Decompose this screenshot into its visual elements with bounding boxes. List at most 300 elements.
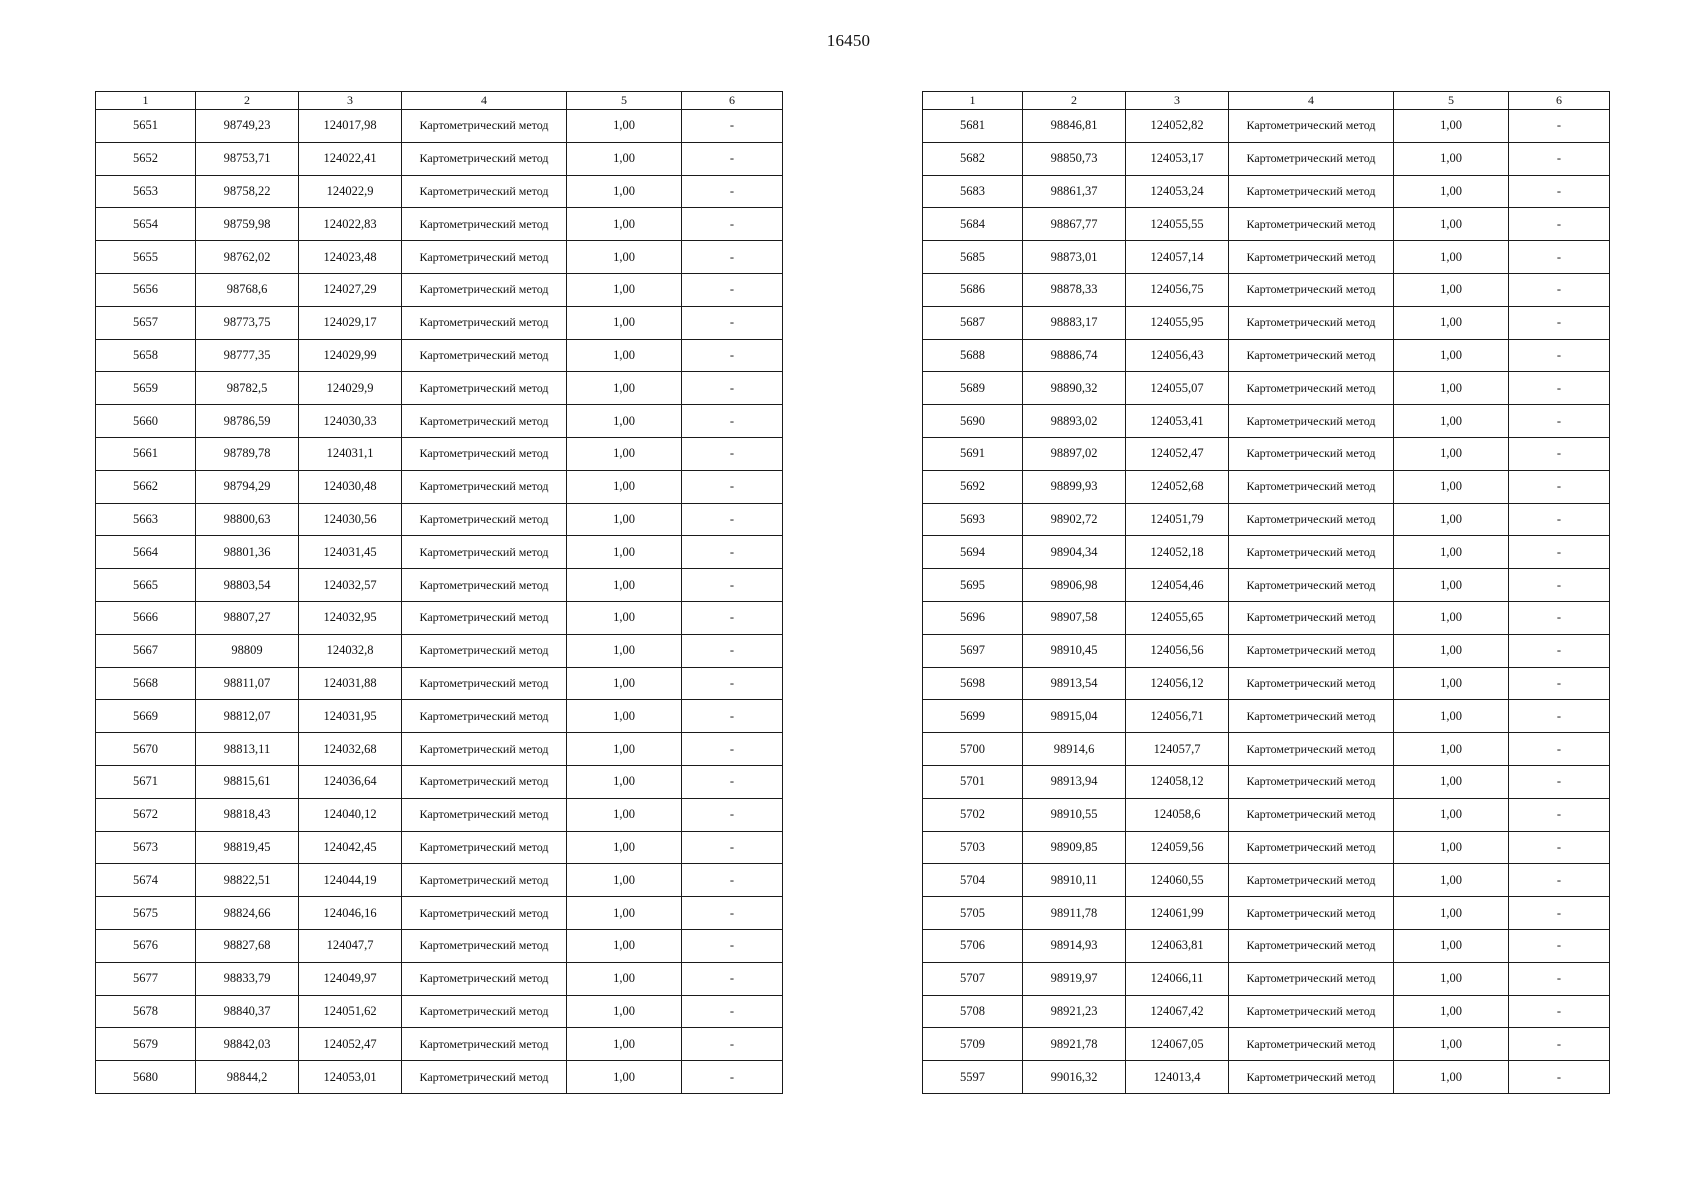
x-coordinate-cell: 98906,98	[1023, 569, 1126, 602]
method-cell: Картометрический метод	[402, 273, 567, 306]
accuracy-cell: 1,00	[1394, 503, 1509, 536]
x-coordinate-cell: 98758,22	[196, 175, 299, 208]
table-row	[923, 831, 1610, 864]
x-coordinate-cell: 98921,78	[1023, 1028, 1126, 1061]
point-number-cell: 5681	[923, 110, 1023, 143]
method-cell: Картометрический метод	[402, 110, 567, 143]
x-coordinate-cell: 98911,78	[1023, 897, 1126, 930]
point-number-cell: 5659	[96, 372, 196, 405]
point-number-cell: 5704	[923, 864, 1023, 897]
x-coordinate-cell: 99016,32	[1023, 1061, 1126, 1094]
point-number-cell: 5669	[96, 700, 196, 733]
accuracy-cell: 1,00	[567, 765, 682, 798]
table-row	[923, 306, 1610, 339]
table-row	[96, 798, 783, 831]
x-coordinate-cell: 98904,34	[1023, 536, 1126, 569]
table-row	[96, 536, 783, 569]
description-cell: -	[682, 798, 783, 831]
y-coordinate-cell: 124067,42	[1126, 995, 1229, 1028]
y-coordinate-cell: 124032,68	[299, 733, 402, 766]
point-number-cell: 5651	[96, 110, 196, 143]
y-coordinate-cell: 124032,57	[299, 569, 402, 602]
point-number-cell: 5691	[923, 437, 1023, 470]
point-number-cell: 5661	[96, 437, 196, 470]
description-cell: -	[682, 929, 783, 962]
y-coordinate-cell: 124029,17	[299, 306, 402, 339]
point-number-cell: 5655	[96, 241, 196, 274]
accuracy-cell: 1,00	[567, 929, 682, 962]
method-cell: Картометрический метод	[402, 962, 567, 995]
table-header	[96, 92, 783, 110]
x-coordinate-cell: 98899,93	[1023, 470, 1126, 503]
accuracy-cell: 1,00	[1394, 929, 1509, 962]
method-cell: Картометрический метод	[1229, 110, 1394, 143]
y-coordinate-cell: 124051,79	[1126, 503, 1229, 536]
description-cell: -	[682, 1028, 783, 1061]
description-cell: -	[682, 700, 783, 733]
x-coordinate-cell: 98762,02	[196, 241, 299, 274]
description-cell: -	[1509, 962, 1610, 995]
accuracy-cell: 1,00	[1394, 765, 1509, 798]
table-row	[96, 700, 783, 733]
method-cell: Картометрический метод	[402, 929, 567, 962]
description-cell: -	[682, 765, 783, 798]
point-number-cell: 5673	[96, 831, 196, 864]
table-row	[96, 503, 783, 536]
method-cell: Картометрический метод	[1229, 569, 1394, 602]
description-cell: -	[682, 339, 783, 372]
y-coordinate-cell: 124022,9	[299, 175, 402, 208]
method-cell: Картометрический метод	[402, 798, 567, 831]
table-row	[923, 962, 1610, 995]
table-row	[923, 733, 1610, 766]
table-row	[923, 175, 1610, 208]
accuracy-cell: 1,00	[567, 405, 682, 438]
description-cell: -	[1509, 241, 1610, 274]
y-coordinate-cell: 124055,55	[1126, 208, 1229, 241]
method-cell: Картометрический метод	[1229, 897, 1394, 930]
method-cell: Картометрический метод	[1229, 831, 1394, 864]
description-cell: -	[1509, 831, 1610, 864]
accuracy-cell: 1,00	[1394, 569, 1509, 602]
description-cell: -	[682, 962, 783, 995]
method-cell: Картометрический метод	[1229, 995, 1394, 1028]
accuracy-cell: 1,00	[567, 241, 682, 274]
method-cell: Картометрический метод	[1229, 306, 1394, 339]
y-coordinate-cell: 124051,62	[299, 995, 402, 1028]
table-row	[96, 372, 783, 405]
accuracy-cell: 1,00	[567, 142, 682, 175]
y-coordinate-cell: 124047,7	[299, 929, 402, 962]
method-cell: Картометрический метод	[402, 601, 567, 634]
y-coordinate-cell: 124056,56	[1126, 634, 1229, 667]
table-row	[96, 1061, 783, 1094]
method-cell: Картометрический метод	[402, 536, 567, 569]
accuracy-cell: 1,00	[567, 273, 682, 306]
table-row	[96, 864, 783, 897]
accuracy-cell: 1,00	[1394, 372, 1509, 405]
accuracy-cell: 1,00	[567, 437, 682, 470]
description-cell: -	[682, 470, 783, 503]
y-coordinate-cell: 124053,01	[299, 1061, 402, 1094]
x-coordinate-cell: 98822,51	[196, 864, 299, 897]
table-row	[96, 470, 783, 503]
method-cell: Картометрический метод	[402, 470, 567, 503]
y-coordinate-cell: 124046,16	[299, 897, 402, 930]
x-coordinate-cell: 98786,59	[196, 405, 299, 438]
x-coordinate-cell: 98809	[196, 634, 299, 667]
description-cell: -	[682, 208, 783, 241]
description-cell: -	[1509, 1028, 1610, 1061]
point-number-cell: 5689	[923, 372, 1023, 405]
x-coordinate-cell: 98789,78	[196, 437, 299, 470]
method-cell: Картометрический метод	[402, 405, 567, 438]
y-coordinate-cell: 124052,68	[1126, 470, 1229, 503]
table-row	[923, 339, 1610, 372]
coordinates-table-right	[922, 91, 1610, 1094]
y-coordinate-cell: 124049,97	[299, 962, 402, 995]
point-number-cell: 5668	[96, 667, 196, 700]
accuracy-cell: 1,00	[567, 667, 682, 700]
x-coordinate-cell: 98842,03	[196, 1028, 299, 1061]
x-coordinate-cell: 98840,37	[196, 995, 299, 1028]
x-coordinate-cell: 98897,02	[1023, 437, 1126, 470]
accuracy-cell: 1,00	[567, 110, 682, 143]
description-cell: -	[682, 405, 783, 438]
x-coordinate-cell: 98910,45	[1023, 634, 1126, 667]
y-coordinate-cell: 124036,64	[299, 765, 402, 798]
description-cell: -	[1509, 667, 1610, 700]
description-cell: -	[1509, 437, 1610, 470]
column-header-3: 3	[1126, 92, 1229, 110]
method-cell: Картометрический метод	[1229, 405, 1394, 438]
point-number-cell: 5692	[923, 470, 1023, 503]
y-coordinate-cell: 124023,48	[299, 241, 402, 274]
description-cell: -	[1509, 110, 1610, 143]
y-coordinate-cell: 124032,95	[299, 601, 402, 634]
point-number-cell: 5656	[96, 273, 196, 306]
table-row	[923, 601, 1610, 634]
description-cell: -	[1509, 142, 1610, 175]
accuracy-cell: 1,00	[1394, 1061, 1509, 1094]
accuracy-cell: 1,00	[1394, 798, 1509, 831]
description-cell: -	[682, 372, 783, 405]
x-coordinate-cell: 98759,98	[196, 208, 299, 241]
method-cell: Картометрический метод	[1229, 437, 1394, 470]
x-coordinate-cell: 98749,23	[196, 110, 299, 143]
point-number-cell: 5701	[923, 765, 1023, 798]
method-cell: Картометрический метод	[1229, 142, 1394, 175]
method-cell: Картометрический метод	[402, 700, 567, 733]
accuracy-cell: 1,00	[1394, 634, 1509, 667]
accuracy-cell: 1,00	[1394, 273, 1509, 306]
method-cell: Картометрический метод	[1229, 798, 1394, 831]
x-coordinate-cell: 98878,33	[1023, 273, 1126, 306]
accuracy-cell: 1,00	[567, 962, 682, 995]
column-header-6: 6	[1509, 92, 1610, 110]
coordinates-table-left	[95, 91, 783, 1094]
table-row	[923, 634, 1610, 667]
table-header	[923, 92, 1610, 110]
method-cell: Картометрический метод	[1229, 864, 1394, 897]
table-row	[923, 798, 1610, 831]
x-coordinate-cell: 98893,02	[1023, 405, 1126, 438]
point-number-cell: 5652	[96, 142, 196, 175]
point-number-cell: 5597	[923, 1061, 1023, 1094]
accuracy-cell: 1,00	[567, 700, 682, 733]
y-coordinate-cell: 124030,48	[299, 470, 402, 503]
method-cell: Картометрический метод	[1229, 765, 1394, 798]
method-cell: Картометрический метод	[402, 437, 567, 470]
point-number-cell: 5696	[923, 601, 1023, 634]
method-cell: Картометрический метод	[1229, 536, 1394, 569]
table-row	[96, 405, 783, 438]
table-row	[96, 601, 783, 634]
point-number-cell: 5657	[96, 306, 196, 339]
x-coordinate-cell: 98913,94	[1023, 765, 1126, 798]
description-cell: -	[1509, 765, 1610, 798]
y-coordinate-cell: 124056,12	[1126, 667, 1229, 700]
accuracy-cell: 1,00	[1394, 208, 1509, 241]
point-number-cell: 5674	[96, 864, 196, 897]
accuracy-cell: 1,00	[1394, 897, 1509, 930]
method-cell: Картометрический метод	[402, 372, 567, 405]
x-coordinate-cell: 98813,11	[196, 733, 299, 766]
description-cell: -	[682, 831, 783, 864]
y-coordinate-cell: 124055,07	[1126, 372, 1229, 405]
description-cell: -	[682, 995, 783, 1028]
table-row	[923, 765, 1610, 798]
x-coordinate-cell: 98873,01	[1023, 241, 1126, 274]
description-cell: -	[682, 110, 783, 143]
accuracy-cell: 1,00	[1394, 700, 1509, 733]
x-coordinate-cell: 98782,5	[196, 372, 299, 405]
description-cell: -	[1509, 273, 1610, 306]
y-coordinate-cell: 124030,56	[299, 503, 402, 536]
method-cell: Картометрический метод	[402, 733, 567, 766]
table-row	[96, 831, 783, 864]
description-cell: -	[1509, 798, 1610, 831]
accuracy-cell: 1,00	[567, 372, 682, 405]
column-header-5: 5	[567, 92, 682, 110]
accuracy-cell: 1,00	[1394, 241, 1509, 274]
table-row	[923, 503, 1610, 536]
method-cell: Картометрический метод	[402, 306, 567, 339]
accuracy-cell: 1,00	[567, 339, 682, 372]
table-row	[96, 1028, 783, 1061]
method-cell: Картометрический метод	[1229, 273, 1394, 306]
point-number-cell: 5693	[923, 503, 1023, 536]
column-header-2: 2	[1023, 92, 1126, 110]
description-cell: -	[1509, 700, 1610, 733]
description-cell: -	[1509, 634, 1610, 667]
point-number-cell: 5663	[96, 503, 196, 536]
accuracy-cell: 1,00	[567, 503, 682, 536]
description-cell: -	[682, 864, 783, 897]
y-coordinate-cell: 124029,9	[299, 372, 402, 405]
description-cell: -	[682, 437, 783, 470]
x-coordinate-cell: 98819,45	[196, 831, 299, 864]
y-coordinate-cell: 124013,4	[1126, 1061, 1229, 1094]
y-coordinate-cell: 124055,65	[1126, 601, 1229, 634]
accuracy-cell: 1,00	[567, 864, 682, 897]
method-cell: Картометрический метод	[1229, 241, 1394, 274]
point-number-cell: 5670	[96, 733, 196, 766]
method-cell: Картометрический метод	[402, 831, 567, 864]
y-coordinate-cell: 124057,7	[1126, 733, 1229, 766]
x-coordinate-cell: 98833,79	[196, 962, 299, 995]
accuracy-cell: 1,00	[1394, 733, 1509, 766]
description-cell: -	[682, 273, 783, 306]
description-cell: -	[1509, 175, 1610, 208]
table-row	[923, 667, 1610, 700]
accuracy-cell: 1,00	[567, 995, 682, 1028]
y-coordinate-cell: 124017,98	[299, 110, 402, 143]
method-cell: Картометрический метод	[402, 765, 567, 798]
y-coordinate-cell: 124022,41	[299, 142, 402, 175]
x-coordinate-cell: 98867,77	[1023, 208, 1126, 241]
x-coordinate-cell: 98815,61	[196, 765, 299, 798]
y-coordinate-cell: 124056,71	[1126, 700, 1229, 733]
y-coordinate-cell: 124030,33	[299, 405, 402, 438]
y-coordinate-cell: 124031,1	[299, 437, 402, 470]
x-coordinate-cell: 98846,81	[1023, 110, 1126, 143]
point-number-cell: 5694	[923, 536, 1023, 569]
x-coordinate-cell: 98794,29	[196, 470, 299, 503]
method-cell: Картометрический метод	[402, 634, 567, 667]
description-cell: -	[1509, 339, 1610, 372]
method-cell: Картометрический метод	[1229, 208, 1394, 241]
y-coordinate-cell: 124056,75	[1126, 273, 1229, 306]
x-coordinate-cell: 98907,58	[1023, 601, 1126, 634]
y-coordinate-cell: 124022,83	[299, 208, 402, 241]
x-coordinate-cell: 98800,63	[196, 503, 299, 536]
x-coordinate-cell: 98909,85	[1023, 831, 1126, 864]
accuracy-cell: 1,00	[567, 175, 682, 208]
point-number-cell: 5677	[96, 962, 196, 995]
accuracy-cell: 1,00	[567, 1028, 682, 1061]
point-number-cell: 5675	[96, 897, 196, 930]
point-number-cell: 5709	[923, 1028, 1023, 1061]
method-cell: Картометрический метод	[1229, 601, 1394, 634]
y-coordinate-cell: 124031,45	[299, 536, 402, 569]
y-coordinate-cell: 124031,88	[299, 667, 402, 700]
table-row	[96, 569, 783, 602]
point-number-cell: 5697	[923, 634, 1023, 667]
x-coordinate-cell: 98850,73	[1023, 142, 1126, 175]
description-cell: -	[1509, 405, 1610, 438]
point-number-cell: 5702	[923, 798, 1023, 831]
point-number-cell: 5665	[96, 569, 196, 602]
x-coordinate-cell: 98812,07	[196, 700, 299, 733]
x-coordinate-cell: 98861,37	[1023, 175, 1126, 208]
accuracy-cell: 1,00	[1394, 339, 1509, 372]
method-cell: Картометрический метод	[402, 339, 567, 372]
description-cell: -	[1509, 897, 1610, 930]
accuracy-cell: 1,00	[567, 831, 682, 864]
table-row	[923, 437, 1610, 470]
point-number-cell: 5682	[923, 142, 1023, 175]
point-number-cell: 5671	[96, 765, 196, 798]
description-cell: -	[1509, 208, 1610, 241]
point-number-cell: 5666	[96, 601, 196, 634]
point-number-cell: 5695	[923, 569, 1023, 602]
description-cell: -	[682, 503, 783, 536]
point-number-cell: 5707	[923, 962, 1023, 995]
description-cell: -	[682, 634, 783, 667]
accuracy-cell: 1,00	[567, 208, 682, 241]
point-number-cell: 5699	[923, 700, 1023, 733]
y-coordinate-cell: 124067,05	[1126, 1028, 1229, 1061]
accuracy-cell: 1,00	[567, 733, 682, 766]
accuracy-cell: 1,00	[1394, 306, 1509, 339]
accuracy-cell: 1,00	[1394, 995, 1509, 1028]
point-number-cell: 5664	[96, 536, 196, 569]
table-row	[923, 536, 1610, 569]
point-number-cell: 5706	[923, 929, 1023, 962]
x-coordinate-cell: 98910,55	[1023, 798, 1126, 831]
method-cell: Картометрический метод	[1229, 372, 1394, 405]
description-cell: -	[1509, 864, 1610, 897]
accuracy-cell: 1,00	[1394, 142, 1509, 175]
x-coordinate-cell: 98844,2	[196, 1061, 299, 1094]
accuracy-cell: 1,00	[1394, 405, 1509, 438]
description-cell: -	[1509, 929, 1610, 962]
y-coordinate-cell: 124052,47	[1126, 437, 1229, 470]
table-row	[96, 175, 783, 208]
table-row	[96, 437, 783, 470]
description-cell: -	[1509, 306, 1610, 339]
description-cell: -	[682, 897, 783, 930]
method-cell: Картометрический метод	[1229, 339, 1394, 372]
table-row	[923, 700, 1610, 733]
x-coordinate-cell: 98801,36	[196, 536, 299, 569]
method-cell: Картометрический метод	[1229, 929, 1394, 962]
y-coordinate-cell: 124052,18	[1126, 536, 1229, 569]
point-number-cell: 5662	[96, 470, 196, 503]
accuracy-cell: 1,00	[567, 634, 682, 667]
point-number-cell: 5653	[96, 175, 196, 208]
x-coordinate-cell: 98803,54	[196, 569, 299, 602]
y-coordinate-cell: 124054,46	[1126, 569, 1229, 602]
method-cell: Картометрический метод	[1229, 634, 1394, 667]
table-row	[923, 142, 1610, 175]
table-row	[96, 995, 783, 1028]
point-number-cell: 5703	[923, 831, 1023, 864]
table-row	[96, 962, 783, 995]
table-row	[923, 995, 1610, 1028]
table-row	[923, 241, 1610, 274]
method-cell: Картометрический метод	[402, 503, 567, 536]
method-cell: Картометрический метод	[1229, 667, 1394, 700]
column-header-1: 1	[923, 92, 1023, 110]
table-row	[96, 733, 783, 766]
accuracy-cell: 1,00	[1394, 667, 1509, 700]
x-coordinate-cell: 98890,32	[1023, 372, 1126, 405]
table-row	[923, 372, 1610, 405]
point-number-cell: 5684	[923, 208, 1023, 241]
point-number-cell: 5654	[96, 208, 196, 241]
y-coordinate-cell: 124063,81	[1126, 929, 1229, 962]
table-row	[96, 667, 783, 700]
table-row	[96, 897, 783, 930]
point-number-cell: 5686	[923, 273, 1023, 306]
point-number-cell: 5708	[923, 995, 1023, 1028]
x-coordinate-cell: 98919,97	[1023, 962, 1126, 995]
y-coordinate-cell: 124027,29	[299, 273, 402, 306]
x-coordinate-cell: 98883,17	[1023, 306, 1126, 339]
description-cell: -	[682, 306, 783, 339]
